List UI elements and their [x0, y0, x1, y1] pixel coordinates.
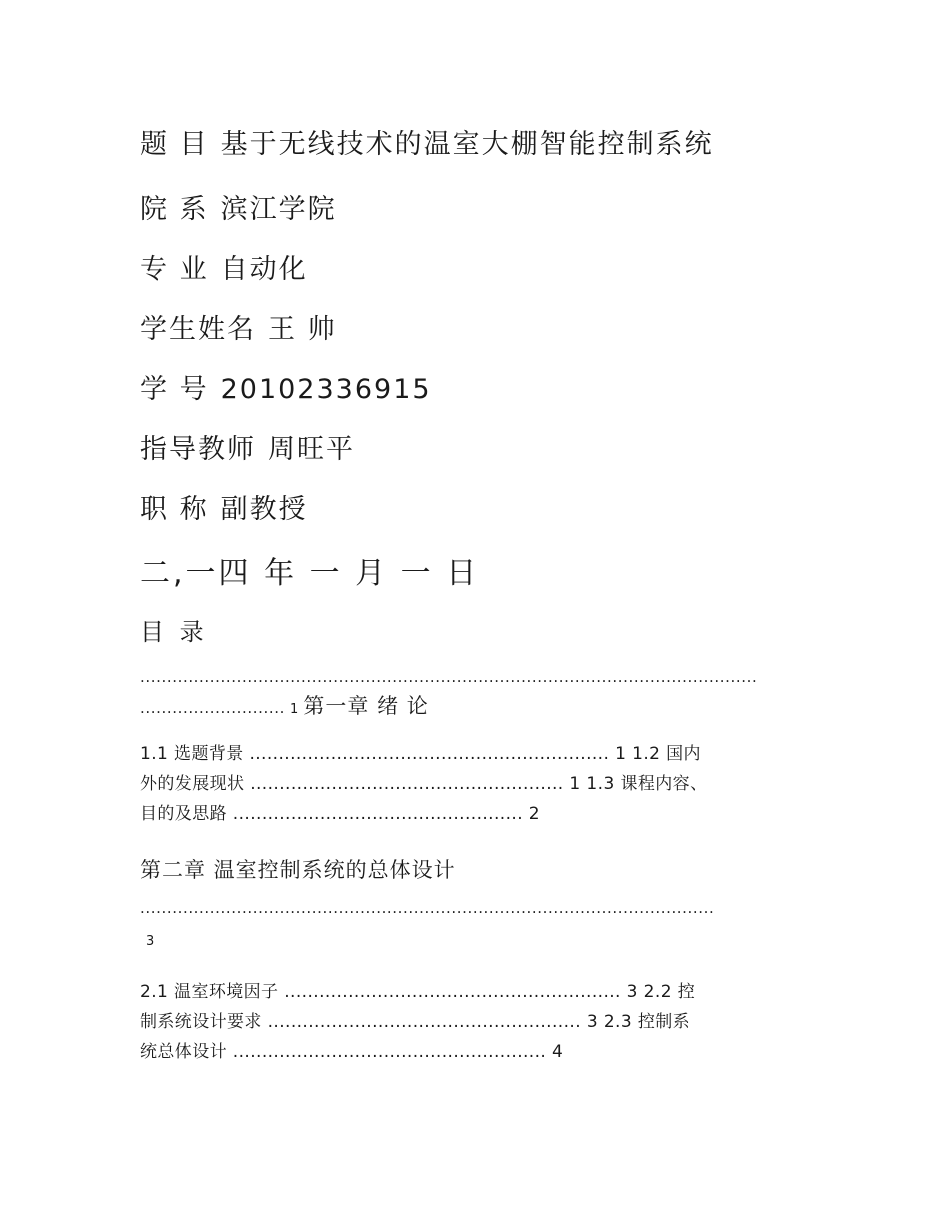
- advisor-label: 指导教师: [140, 434, 256, 465]
- advisor-value: 周旺平: [268, 434, 355, 465]
- student-name-value: 王 帅: [268, 314, 337, 345]
- toc-entry-line: 统总体设计 ...................................................... 4: [140, 1042, 564, 1062]
- toc-page-number: 1: [290, 702, 299, 717]
- toc-entry-line: 外的发展现状 ...................................................... 1 1.3 课程内容、: [140, 774, 708, 794]
- department-row: [140, 187, 337, 226]
- toc-entry-line: 制系统设计要求 ...................................................... 3 2.3 控制系: [140, 1012, 691, 1032]
- student-id-row: [140, 367, 432, 406]
- student-name-label: 学生姓名: [140, 314, 256, 345]
- department-label: 院 系: [140, 194, 209, 225]
- toc-entry-line: 1.1 选题背景 .............................................................. 1 1.2 国内: [140, 744, 701, 764]
- major-value: 自动化: [220, 254, 308, 285]
- major-label: 专 业: [140, 254, 209, 285]
- title-row: [140, 122, 714, 161]
- chapter1-title: 第一章 绪 论: [303, 694, 429, 718]
- student-id-label: 学 号: [140, 374, 209, 405]
- title-label: 题 目: [140, 129, 209, 160]
- toc-leader-line: ...........................................................................................................: [140, 899, 715, 917]
- toc-entry-line: 2.1 温室环境因子 .......................................................... 3 2.2 控: [140, 982, 696, 1002]
- toc-chapter1-entries: [140, 739, 707, 829]
- student-id-value: 20102336915: [220, 374, 432, 405]
- toc-leader-line: ...........................: [140, 699, 285, 717]
- chapter2-title: 第二章 温室控制系统的总体设计: [140, 858, 456, 882]
- toc-page-number: 3: [146, 934, 155, 949]
- toc-chapter1-row: [140, 690, 429, 720]
- major-row: [140, 247, 308, 286]
- department-value: 滨江学院: [220, 194, 337, 225]
- cover-date: 二,一四 年 一 月 一 日: [140, 556, 480, 591]
- advisor-row: [140, 427, 355, 466]
- toc-entry-line: 目的及思路 .................................................. 2: [140, 804, 541, 824]
- student-name-row: [140, 307, 337, 346]
- thesis-title: 基于无线技术的温室大棚智能控制系统: [220, 129, 714, 160]
- rank-label: 职 称: [140, 494, 209, 525]
- rank-row: [140, 487, 308, 526]
- rank-value: 副教授: [220, 494, 308, 525]
- toc-leader-line: ...................................................................................................................: [140, 668, 758, 686]
- toc-heading: 目 录: [140, 618, 208, 646]
- toc-chapter2-entries: [140, 977, 695, 1067]
